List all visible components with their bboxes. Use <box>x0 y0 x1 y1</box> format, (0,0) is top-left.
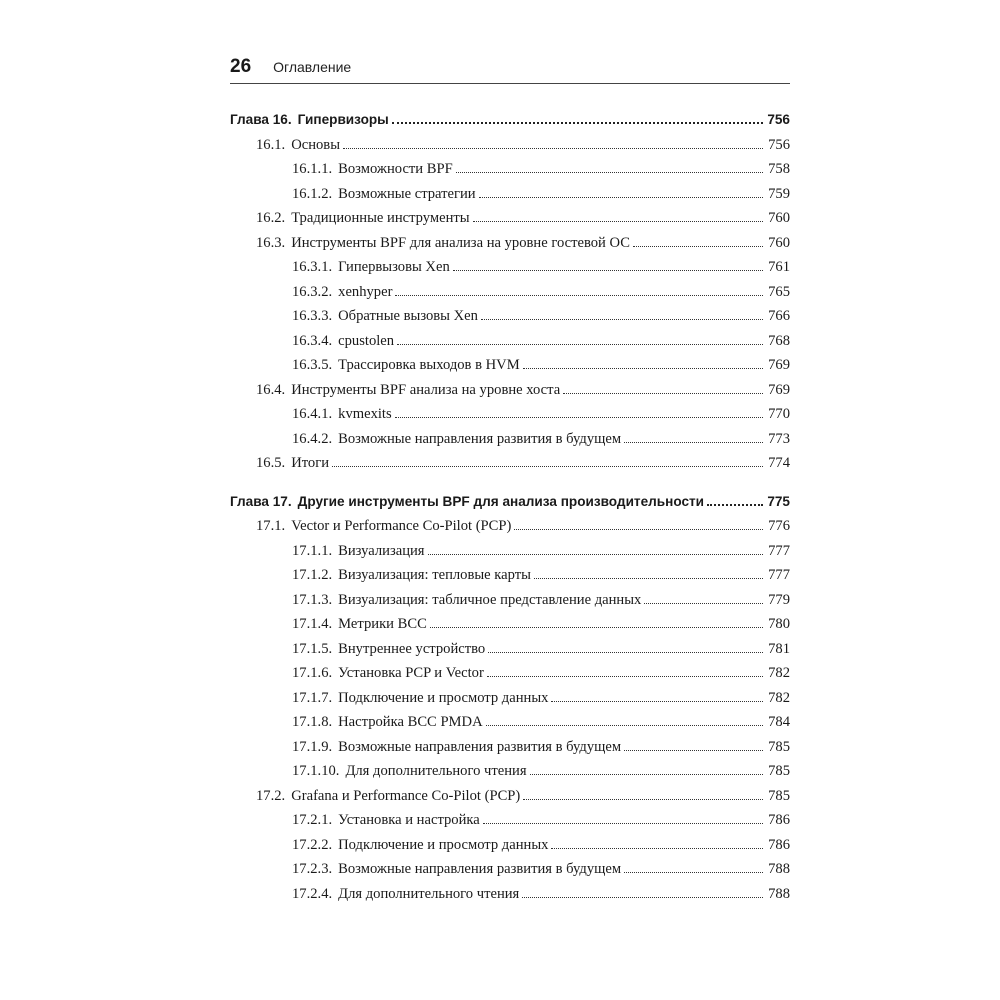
toc-entry-number: 17.2.1. <box>292 812 333 828</box>
toc-page-number: 769 <box>768 381 790 398</box>
toc-page-number: 774 <box>768 455 790 471</box>
dot-leader <box>481 319 763 320</box>
toc-subsection[interactable] <box>230 641 790 666</box>
toc-entry-number: 16.3.2. <box>292 283 333 300</box>
dot-leader <box>487 676 763 677</box>
dot-leader <box>453 270 763 271</box>
dot-leader <box>633 246 763 247</box>
toc-entry-number: 16.4. <box>256 381 286 398</box>
dot-leader <box>534 578 763 579</box>
toc-subsection[interactable] <box>230 861 790 886</box>
toc-page-number: 760 <box>768 210 790 226</box>
dot-leader <box>479 197 763 198</box>
dot-leader <box>430 627 763 628</box>
toc-entry-number: 17.1.7. <box>292 689 333 706</box>
dot-leader <box>551 848 763 849</box>
toc-entry-title: Возможные направления развития в будущем <box>338 430 622 447</box>
toc-subsection[interactable] <box>230 308 790 333</box>
toc-entry-number: 17.1.6. <box>292 665 333 681</box>
dot-leader <box>563 393 763 394</box>
toc-page-number: 759 <box>768 185 790 202</box>
toc-page-number: 758 <box>768 161 790 177</box>
toc-entry-number: 17.1. <box>256 518 286 534</box>
page-number: 26 <box>230 56 252 77</box>
toc-entry-number: 16.3.1. <box>292 259 333 275</box>
toc-page-number: 770 <box>768 406 790 422</box>
toc-section[interactable] <box>230 382 790 407</box>
dot-leader <box>522 897 763 898</box>
toc-page-number: 761 <box>768 259 790 275</box>
toc-entry-title: cpustolen <box>338 332 395 349</box>
toc-entry-title: Подключение и просмотр данных <box>338 689 549 706</box>
toc-entry-number: 17.2. <box>256 787 286 804</box>
toc-entry-title: Vector и Performance Co-Pilot (PCP) <box>291 518 512 534</box>
toc-entry-number: Глава 17. <box>230 493 292 509</box>
toc-entry-number: 16.3. <box>256 234 286 251</box>
toc-entry-number: 17.2.3. <box>292 861 333 877</box>
toc-page-number: 788 <box>768 885 790 902</box>
toc-section[interactable] <box>230 455 790 480</box>
toc-entry-title: Метрики BCC <box>338 616 427 632</box>
toc-entry-title: Возможные направления развития в будущем <box>338 861 622 877</box>
toc-entry-number: 17.1.10. <box>292 763 340 779</box>
toc-entry-number: 17.1.9. <box>292 738 333 755</box>
toc-entry-number: 17.1.3. <box>292 591 333 608</box>
toc-subsection[interactable] <box>230 763 790 788</box>
toc-entry-title: Гипервызовы Xen <box>338 259 450 275</box>
toc-subsection[interactable] <box>230 665 790 690</box>
toc-entry-number: 17.2.2. <box>292 836 333 853</box>
toc-entry-number: 17.1.1. <box>292 542 333 559</box>
dot-leader <box>473 221 763 222</box>
toc-subsection[interactable] <box>230 333 790 358</box>
toc-subsection[interactable] <box>230 431 790 456</box>
toc-entry-title: Визуализация <box>338 542 425 559</box>
toc-subsection[interactable] <box>230 186 790 211</box>
dot-leader <box>343 148 763 149</box>
toc-entry-number: 16.1.2. <box>292 185 333 202</box>
toc-entry-title: Гипервизоры <box>297 112 389 127</box>
dot-leader <box>644 603 763 604</box>
toc-chapter[interactable] <box>230 112 790 137</box>
toc-page-number: 786 <box>768 836 790 853</box>
toc-entry-title: Возможные стратегии <box>338 185 476 202</box>
toc-subsection[interactable] <box>230 714 790 739</box>
toc-subsection[interactable] <box>230 837 790 862</box>
toc-subsection[interactable] <box>230 259 790 284</box>
toc-entry-title: Основы <box>291 136 341 153</box>
toc-page-number: 776 <box>768 518 790 534</box>
toc-page-number: 756 <box>767 112 790 127</box>
toc-page-number: 779 <box>768 591 790 608</box>
toc-entry-number: 16.3.5. <box>292 357 333 373</box>
toc-page-number: 773 <box>768 430 790 447</box>
toc-entry-title: Настройка BCC PMDA <box>338 714 483 730</box>
toc-entry-title: Для дополнительного чтения <box>345 763 527 779</box>
toc-entry-title: Для дополнительного чтения <box>338 885 520 902</box>
toc-entry-number: 16.1. <box>256 136 286 153</box>
toc-entry-number: 16.3.4. <box>292 332 333 349</box>
dot-leader <box>486 725 763 726</box>
toc-entry-title: Традиционные инструменты <box>291 210 470 226</box>
toc-subsection[interactable] <box>230 543 790 568</box>
toc-page-number: 785 <box>768 738 790 755</box>
dot-leader <box>392 122 763 124</box>
toc-page-number: 769 <box>768 357 790 373</box>
toc-page-number: 780 <box>768 616 790 632</box>
toc-page-number: 782 <box>768 665 790 681</box>
dot-leader <box>395 417 763 418</box>
toc-entry-number: 16.5. <box>256 455 286 471</box>
toc-entry-title: Установка и настройка <box>338 812 480 828</box>
toc-entry-title: Итоги <box>291 455 330 471</box>
toc-entry-title: Grafana и Performance Co-Pilot (PCP) <box>291 787 521 804</box>
toc-section[interactable] <box>230 788 790 813</box>
toc-entry-title: Обратные вызовы Xen <box>338 308 478 324</box>
dot-leader <box>428 554 763 555</box>
toc-section[interactable] <box>230 210 790 235</box>
toc-entry-title: Визуализация: тепловые карты <box>338 567 531 583</box>
toc-entry-number: 16.4.2. <box>292 430 333 447</box>
toc-entry-title: Инструменты BPF для анализа на уровне гостевой ОС <box>291 234 630 251</box>
toc-subsection[interactable] <box>230 161 790 186</box>
toc-page-number: 781 <box>768 640 790 657</box>
dot-leader <box>551 701 763 702</box>
toc-page-number: 786 <box>768 812 790 828</box>
toc-subsection[interactable] <box>230 690 790 715</box>
toc-entry-number: 16.3.3. <box>292 308 333 324</box>
toc-entry-title: Возможности BPF <box>338 161 453 177</box>
toc-page-number: 775 <box>767 493 790 509</box>
toc-page-number: 784 <box>768 714 790 730</box>
dot-leader <box>456 172 763 173</box>
dot-leader <box>523 368 763 369</box>
toc-entry-title: Подключение и просмотр данных <box>338 836 549 853</box>
dot-leader <box>397 344 763 345</box>
toc-page-number: 788 <box>768 861 790 877</box>
dot-leader <box>488 652 763 653</box>
toc-subsection[interactable] <box>230 812 790 837</box>
dot-leader <box>530 774 763 775</box>
toc-entry-number: 16.4.1. <box>292 406 333 422</box>
dot-leader <box>707 504 763 506</box>
toc-chapter[interactable] <box>230 494 790 519</box>
toc-entry-title: kvmexits <box>338 406 392 422</box>
table-of-contents <box>230 112 790 910</box>
toc-subsection[interactable] <box>230 567 790 592</box>
toc-entry-number: 16.1.1. <box>292 161 333 177</box>
dot-leader <box>332 466 763 467</box>
toc-entry-number: 17.2.4. <box>292 885 333 902</box>
page-header <box>230 56 790 82</box>
toc-page-number: 756 <box>768 136 790 153</box>
dot-leader <box>624 442 763 443</box>
dot-leader <box>483 823 763 824</box>
running-title: Оглавление <box>273 59 352 75</box>
dot-leader <box>514 529 763 530</box>
toc-entry-title: Другие инструменты BPF для анализа производительности <box>297 493 705 509</box>
toc-subsection[interactable] <box>230 357 790 382</box>
toc-entry-title: Визуализация: табличное представление данных <box>338 591 642 608</box>
toc-entry-number: Глава 16. <box>230 112 292 127</box>
toc-page-number: 785 <box>768 763 790 779</box>
dot-leader <box>624 872 763 873</box>
toc-section[interactable] <box>230 235 790 260</box>
toc-page-number: 782 <box>768 689 790 706</box>
dot-leader <box>624 750 763 751</box>
toc-entry-number: 17.1.4. <box>292 616 333 632</box>
toc-entry-number: 17.1.8. <box>292 714 333 730</box>
toc-entry-title: xenhyper <box>338 283 393 300</box>
toc-page-number: 785 <box>768 787 790 804</box>
toc-entry-number: 17.1.5. <box>292 640 333 657</box>
toc-entry-title: Установка PCP и Vector <box>338 665 484 681</box>
toc-entry-title: Трассировка выходов в HVM <box>338 357 520 373</box>
toc-section[interactable] <box>230 518 790 543</box>
toc-subsection[interactable] <box>230 592 790 617</box>
toc-subsection[interactable] <box>230 284 790 309</box>
toc-page-number: 765 <box>768 283 790 300</box>
toc-entry-title: Инструменты BPF анализа на уровне хоста <box>291 381 561 398</box>
toc-entry-title: Внутреннее устройство <box>338 640 486 657</box>
dot-leader <box>523 799 763 800</box>
toc-subsection[interactable] <box>230 886 790 911</box>
toc-page-number: 760 <box>768 234 790 251</box>
toc-entry-number: 17.1.2. <box>292 567 333 583</box>
toc-entry-number: 16.2. <box>256 210 286 226</box>
chapter-gap <box>230 480 790 494</box>
header-rule <box>230 83 790 84</box>
toc-subsection[interactable] <box>230 739 790 764</box>
dot-leader <box>395 295 763 296</box>
toc-page-number: 777 <box>768 567 790 583</box>
toc-section[interactable] <box>230 137 790 162</box>
toc-page-number: 766 <box>768 308 790 324</box>
toc-entry-title: Возможные направления развития в будущем <box>338 738 622 755</box>
toc-subsection[interactable] <box>230 406 790 431</box>
toc-page-number: 768 <box>768 332 790 349</box>
toc-page-number: 777 <box>768 542 790 559</box>
toc-subsection[interactable] <box>230 616 790 641</box>
